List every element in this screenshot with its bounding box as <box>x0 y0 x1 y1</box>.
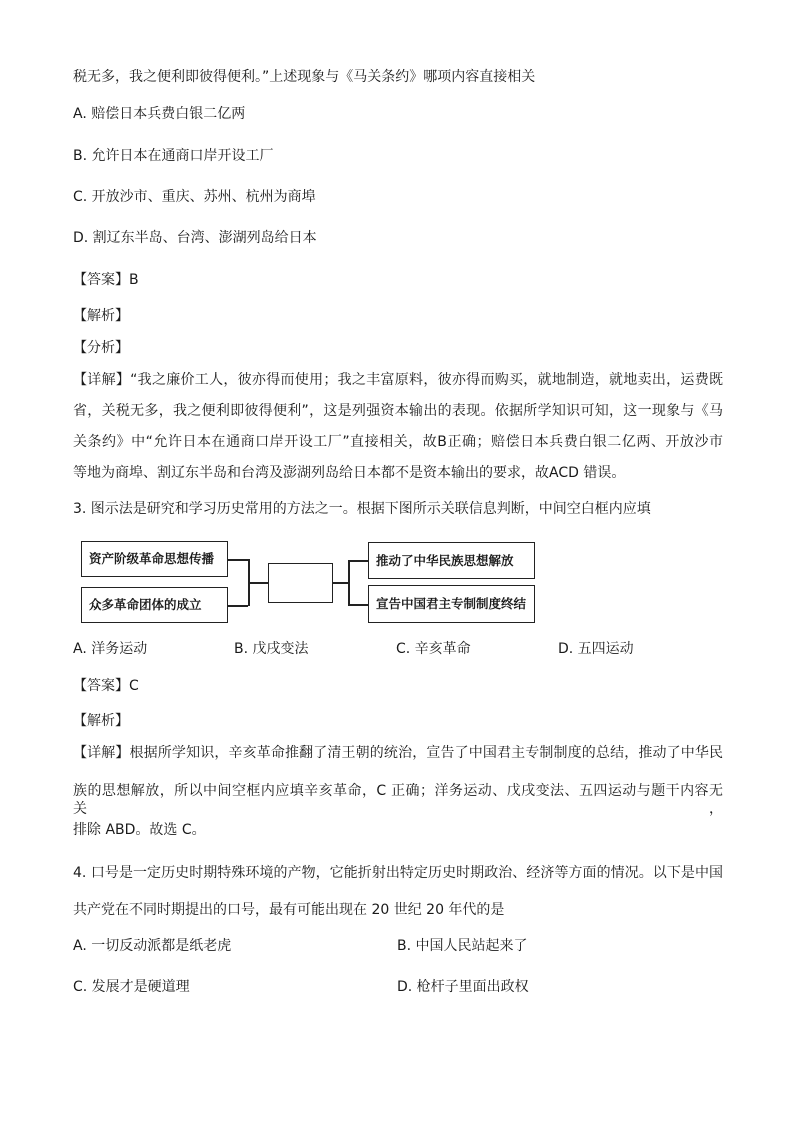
connector-line <box>348 604 368 606</box>
q3-analysis-heading: 【解析】 <box>73 713 129 729</box>
q2-detail-line: 省，关税无多，我之便利即彼得便利”，这是列强资本输出的表现。依据所学知识可知，这一现象与《马 <box>73 403 723 419</box>
q2-fenxi-heading: 【分析】 <box>73 340 129 356</box>
diagram-box-right-top: 推动了中华民族思想解放 <box>368 542 535 579</box>
q3-answer: 【答案】C <box>73 678 139 694</box>
diagram-box-center-blank <box>268 563 333 603</box>
q2-option-b: B. 允许日本在通商口岸开设工厂 <box>73 148 274 164</box>
question-4-stem: 4. 口号是一定历史时期特殊环境的产物，它能折射出特定历史时期政治、经济等方面的情况。以下是中国 <box>73 865 723 881</box>
diagram-box-left-bottom: 众多革命团体的成立 <box>81 587 228 623</box>
q3-option-b: B. 戊戌变法 <box>234 641 309 657</box>
connector-line <box>333 582 348 584</box>
q2-detail-line: 等地为商埠、割辽东半岛和台湾及澎湖列岛给日本都不是资本输出的要求，故ACD 错误。 <box>73 465 626 481</box>
diagram-box-left-top: 资产阶级革命思想传播 <box>81 541 228 577</box>
connector-line <box>228 605 248 607</box>
q3-detail-line: 排除 ABD。故选 C。 <box>73 822 206 838</box>
q4-option-b: B. 中国人民站起来了 <box>397 938 528 954</box>
q2-answer: 【答案】B <box>73 272 139 288</box>
question-3-stem: 3. 图示法是研究和学习历史常用的方法之一。根据下图所示关联信息判断，中间空白框内应填 <box>73 501 651 517</box>
q2-detail-line: 关条约》中“允许日本在通商口岸开设工厂”直接相关，故B正确；赔偿日本兵费白银二亿两、开放沙市 <box>73 434 723 450</box>
connector-line <box>348 560 350 605</box>
q4-option-d: D. 枪杆子里面出政权 <box>397 979 529 995</box>
connector-line <box>348 560 368 562</box>
q2-option-c: C. 开放沙市、重庆、苏州、杭州为商埠 <box>73 189 316 205</box>
connector-line <box>228 559 248 561</box>
q2-analysis-heading: 【解析】 <box>73 308 129 324</box>
diagram-box-right-bottom: 宣告中国君主专制制度终结 <box>368 585 535 623</box>
q3-detail-line: 【详解】根据所学知识，辛亥革命推翻了清王朝的统治，宣告了中国君主专制制度的总结，推动了中华民 <box>73 745 723 761</box>
q2-detail-line: 【详解】“我之廉价工人，彼亦得而使用；我之丰富原料，彼亦得而购买，就地制造，就地卖出，运费既 <box>73 372 723 388</box>
connector-line <box>248 582 268 584</box>
q2-option-a: A. 赔偿日本兵费白银二亿两 <box>73 106 246 122</box>
q4-option-c: C. 发展才是硬道理 <box>73 979 190 995</box>
question-4-stem: 共产党在不同时期提出的口号，最有可能出现在 20 世纪 20 年代的是 <box>73 902 505 918</box>
q3-option-d: D. 五四运动 <box>558 641 634 657</box>
q3-detail-line: 族的思想解放，所以中间空框内应填辛亥革命，C 正确；洋务运动、戊戌变法、五四运动与题干内容无关， <box>73 783 723 817</box>
q3-option-a: A. 洋务运动 <box>73 641 148 657</box>
q4-option-a: A. 一切反动派都是纸老虎 <box>73 938 232 954</box>
q3-option-c: C. 辛亥革命 <box>396 641 471 657</box>
question-2-stem: 税无多，我之便利即彼得便利。”上述现象与《马关条约》哪项内容直接相关 <box>73 69 536 85</box>
q2-option-d: D. 割辽东半岛、台湾、澎湖列岛给日本 <box>73 230 317 246</box>
